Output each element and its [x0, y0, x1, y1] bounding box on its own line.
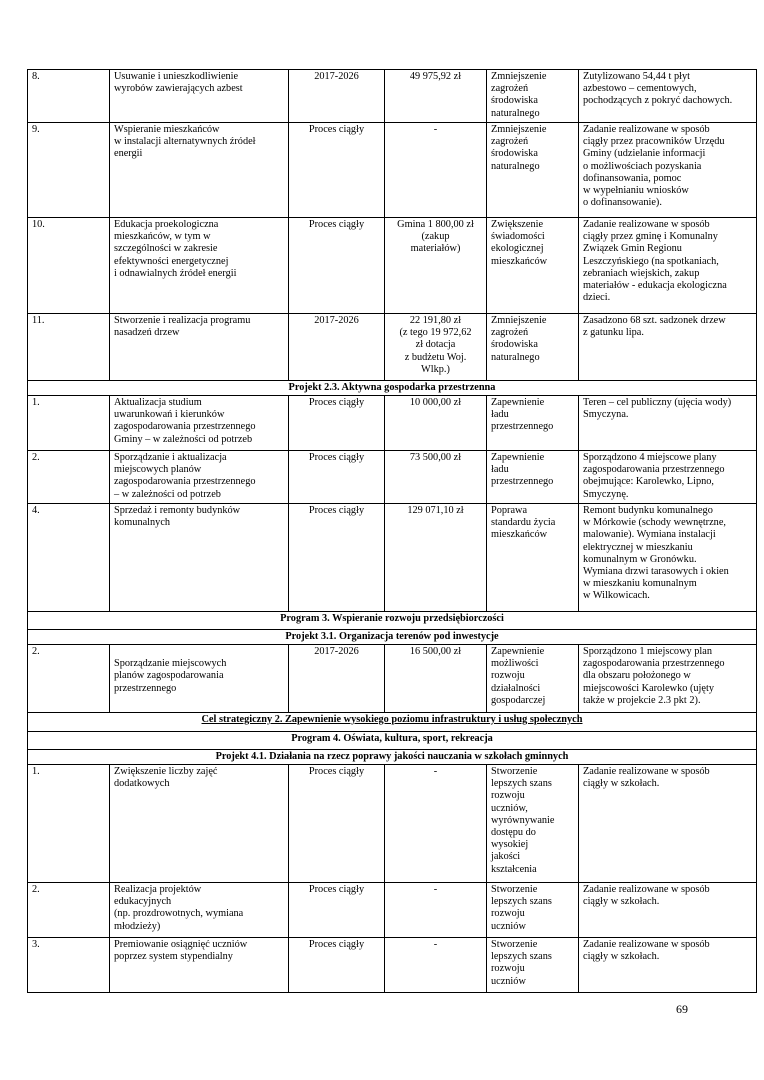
table-row	[28, 396, 757, 451]
period-cell: Proces ciągły	[289, 504, 385, 612]
cost-cell: -	[385, 765, 487, 883]
effect-cell: Zmniejszenie zagrożeń środowiska naturalnego	[487, 70, 579, 123]
effect-cell: Stworzenie lepszych szans rozwoju uczniów	[487, 938, 579, 993]
strategic-goal-heading: Cel strategiczny 2. Zapewnienie wysokiego poziomu infrastruktury i usług społecznych	[28, 713, 757, 732]
table-row	[28, 645, 757, 713]
period-cell: Proces ciągły	[289, 765, 385, 883]
period-cell: 2017-2026	[289, 70, 385, 123]
table-row	[28, 451, 757, 504]
item-number-cell: 2.	[28, 645, 110, 713]
table-row	[28, 70, 757, 123]
table-row	[28, 883, 757, 938]
cost-cell: -	[385, 938, 487, 993]
effect-cell: Zmniejszenie zagrożeń środowiska naturalnego	[487, 123, 579, 218]
task-cell: Sprzedaż i remonty budynków komunalnych	[110, 504, 289, 612]
task-cell: Wspieranie mieszkańców w instalacji alternatywnych źródeł energii	[110, 123, 289, 218]
cost-cell: -	[385, 123, 487, 218]
effect-cell: Zapewnienie ładu przestrzennego	[487, 396, 579, 451]
task-cell: Premiowanie osiągnięć uczniów poprzez system stypendialny	[110, 938, 289, 993]
item-number-cell: 1.	[28, 765, 110, 883]
status-cell: Sporządzono 1 miejscowy plan zagospodarowania przestrzennego dla obszaru położonego w miejscowości Karolewko (ujęty także w projekcie 2.3 pkt 2).	[579, 645, 757, 713]
item-number-cell: 2.	[28, 883, 110, 938]
status-cell: Zadanie realizowane w sposób ciągły przez pracowników Urzędu Gminy (udzielanie informacji o możliwościach pozyskania dofinansowania, pomoc w wypełnianiu wniosków o dofinansowanie).	[579, 123, 757, 218]
section-row	[28, 612, 757, 630]
status-cell: Zutylizowano 54,44 t płyt azbestowo – cementowych, pochodzących z pokryć dachowych.	[579, 70, 757, 123]
section-row	[28, 381, 757, 396]
item-number-cell: 2.	[28, 451, 110, 504]
cost-cell: 10 000,00 zł	[385, 396, 487, 451]
period-cell: Proces ciągły	[289, 123, 385, 218]
task-cell: Aktualizacja studium uwarunkowań i kierunków zagospodarowania przestrzennego Gminy – w zależności od potrzeb	[110, 396, 289, 451]
table-row	[28, 765, 757, 883]
period-cell: Proces ciągły	[289, 218, 385, 314]
cost-cell: 49 975,92 zł	[385, 70, 487, 123]
section-row	[28, 732, 757, 750]
period-cell: Proces ciągły	[289, 451, 385, 504]
item-number-cell: 1.	[28, 396, 110, 451]
cost-cell: -	[385, 883, 487, 938]
item-number-cell: 3.	[28, 938, 110, 993]
task-cell: Usuwanie i unieszkodliwienie wyrobów zawierających azbest	[110, 70, 289, 123]
task-cell: Sporządzanie miejscowych planów zagospodarowania przestrzennego	[110, 645, 289, 713]
page-number: 69	[676, 1002, 688, 1016]
cost-cell: 73 500,00 zł	[385, 451, 487, 504]
status-cell: Zadanie realizowane w sposób ciągły w szkołach.	[579, 938, 757, 993]
period-cell: Proces ciągły	[289, 396, 385, 451]
table-row	[28, 314, 757, 381]
table-row	[28, 123, 757, 218]
status-cell: Zadanie realizowane w sposób ciągły w szkołach.	[579, 765, 757, 883]
status-cell: Remont budynku komunalnego w Mórkowie (schody wewnętrzne, malowanie). Wymiana instalacji elektrycznej w mieszkaniu komunalnym w Gronówku. Wymiana drzwi tarasowych i okien w mieszkaniu komunalnym w Wilkowicach.	[579, 504, 757, 612]
item-number-cell: 9.	[28, 123, 110, 218]
report-table-body	[28, 70, 757, 993]
section-row	[28, 630, 757, 645]
task-cell: Realizacja projektów edukacyjnych (np. prozdrowotnych, wymiana młodzieży)	[110, 883, 289, 938]
table-row	[28, 504, 757, 612]
section-row	[28, 713, 757, 732]
effect-cell: Stworzenie lepszych szans rozwoju uczniów, wyrównywanie dostępu do wysokiej jakości kształcenia	[487, 765, 579, 883]
status-cell: Zadanie realizowane w sposób ciągły przez gminę i Komunalny Związek Gmin Regionu Leszczyńskiego (na spotkaniach, zebraniach wiejskich, zakup materiałów - edukacja ekologiczna dzieci.	[579, 218, 757, 314]
item-number-cell: 4.	[28, 504, 110, 612]
project-heading: Projekt 2.3. Aktywna gospodarka przestrzenna	[28, 381, 757, 396]
program-heading: Program 4. Oświata, kultura, sport, rekreacja	[28, 732, 757, 750]
task-cell: Sporządzanie i aktualizacja miejscowych planów zagospodarowania przestrzennego – w zależności od potrzeb	[110, 451, 289, 504]
period-cell: 2017-2026	[289, 645, 385, 713]
task-cell: Zwiększenie liczby zajęć dodatkowych	[110, 765, 289, 883]
item-number-cell: 8.	[28, 70, 110, 123]
program-heading: Program 3. Wspieranie rozwoju przedsiębiorczości	[28, 612, 757, 630]
status-cell: Zadanie realizowane w sposób ciągły w szkołach.	[579, 883, 757, 938]
effect-cell: Zapewnienie możliwości rozwoju działalności gospodarczej	[487, 645, 579, 713]
task-cell: Stworzenie i realizacja programu nasadzeń drzew	[110, 314, 289, 381]
effect-cell: Zmniejszenie zagrożeń środowiska naturalnego	[487, 314, 579, 381]
cost-cell: 16 500,00 zł	[385, 645, 487, 713]
table-row	[28, 938, 757, 993]
status-cell: Zasadzono 68 szt. sadzonek drzew z gatunku lipa.	[579, 314, 757, 381]
task-cell: Edukacja proekologiczna mieszkańców, w tym w szczególności w zakresie efektywności energetycznej i odnawialnych źródeł energii	[110, 218, 289, 314]
cost-cell: 129 071,10 zł	[385, 504, 487, 612]
cost-cell: 22 191,80 zł (z tego 19 972,62 zł dotacja z budżetu Woj. Wlkp.)	[385, 314, 487, 381]
project-heading: Projekt 3.1. Organizacja terenów pod inwestycje	[28, 630, 757, 645]
period-cell: Proces ciągły	[289, 883, 385, 938]
effect-cell: Poprawa standardu życia mieszkańców	[487, 504, 579, 612]
report-table	[27, 69, 757, 993]
status-cell: Sporządzono 4 miejscowe plany zagospodarowania przestrzennego obejmujące: Karolewko, Lipno, Smyczynę.	[579, 451, 757, 504]
project-heading: Projekt 4.1. Działania na rzecz poprawy jakości nauczania w szkołach gminnych	[28, 750, 757, 765]
period-cell: Proces ciągły	[289, 938, 385, 993]
table-row	[28, 218, 757, 314]
section-row	[28, 750, 757, 765]
item-number-cell: 11.	[28, 314, 110, 381]
period-cell: 2017-2026	[289, 314, 385, 381]
status-cell: Teren – cel publiczny (ujęcia wody) Smyczyna.	[579, 396, 757, 451]
effect-cell: Stworzenie lepszych szans rozwoju uczniów	[487, 883, 579, 938]
item-number-cell: 10.	[28, 218, 110, 314]
effect-cell: Zapewnienie ładu przestrzennego	[487, 451, 579, 504]
effect-cell: Zwiększenie świadomości ekologicznej mieszkańców	[487, 218, 579, 314]
cost-cell: Gmina 1 800,00 zł (zakup materiałów)	[385, 218, 487, 314]
